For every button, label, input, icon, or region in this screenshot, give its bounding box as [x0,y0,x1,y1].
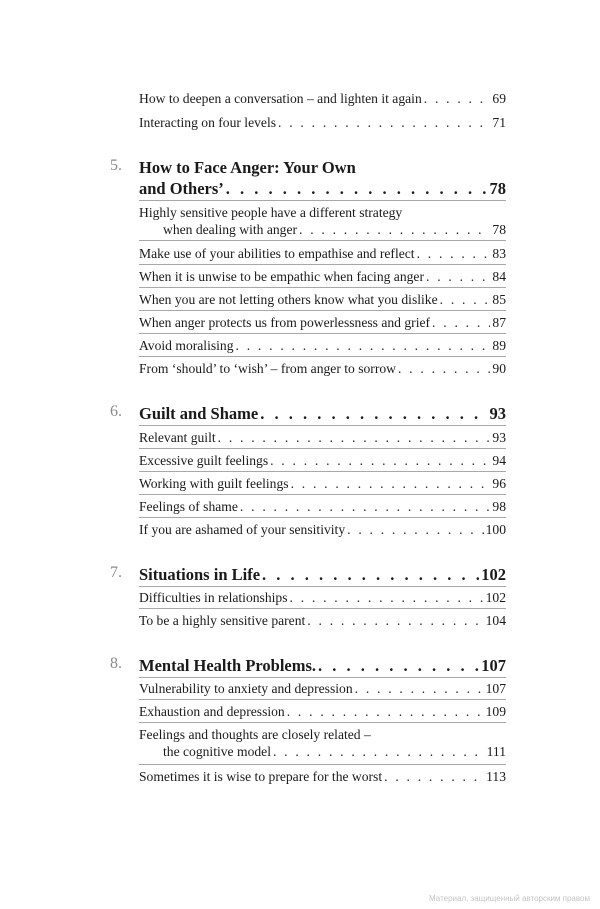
divider [139,240,506,241]
dot-leader [417,245,491,262]
dot-leader [240,498,490,515]
entry-title: Interacting on four levels [139,115,277,130]
toc-entry[interactable] [139,204,506,238]
dot-leader [218,429,491,446]
dot-leader [287,703,484,720]
entry-title: Relevant guilt [139,430,216,445]
entry-title: From ‘should’ to ‘wish’ – from anger to sorrow [139,361,396,376]
divider [139,722,506,723]
toc-entry[interactable] [139,314,506,331]
entry-title: Avoid moralising [139,338,234,353]
entry-title-cont: the cognitive model [163,744,271,759]
toc-entry[interactable] [139,337,506,354]
entry-page: 90 [492,361,506,376]
dot-leader [299,221,490,238]
dot-leader [424,90,491,107]
entry-page: 89 [492,338,506,353]
divider [139,764,506,765]
entry-page: 104 [485,613,506,628]
chapter-title: Mental Health Problems. [139,656,317,675]
divider [139,264,506,265]
divider [139,310,506,311]
entry-page: 71 [492,115,506,130]
toc-entry[interactable] [139,475,506,492]
dot-leader [318,655,479,676]
toc-entry[interactable] [139,612,506,629]
entry-page: 69 [492,91,506,106]
dot-leader [384,768,484,785]
toc-entry[interactable] [139,521,506,538]
divider [139,356,506,357]
chapter-heading[interactable] [110,157,506,199]
toc-entry[interactable] [139,245,506,262]
entry-page: 111 [486,744,506,759]
entry-page: 100 [485,522,506,537]
toc-entry[interactable] [139,291,506,308]
entry-page: 93 [492,430,506,445]
entry-page: 94 [492,453,506,468]
entry-title: Feelings of shame [139,499,238,514]
toc-entry[interactable] [139,429,506,446]
toc-entry[interactable] [139,768,506,785]
toc-entry[interactable] [139,452,506,469]
entry-title: When it is unwise to be empathic when facing anger [139,269,424,284]
chapter-number: 6. [110,403,122,420]
dot-leader [260,403,487,424]
divider [139,494,506,495]
toc-entry[interactable] [139,726,506,760]
chapter-number: 8. [110,655,122,672]
entry-page: 102 [485,590,506,605]
entry-title-cont: when dealing with anger [163,222,298,237]
dot-leader [398,360,490,377]
chapter-heading[interactable] [110,564,506,585]
dot-leader [426,268,490,285]
entry-title: Difficulties in relationships [139,590,288,605]
entry-page: 113 [486,769,506,784]
dot-leader [278,114,490,131]
entry-page: 98 [492,499,506,514]
divider [139,287,506,288]
chapter-title-cont: and Others’ [139,179,224,198]
toc-entry[interactable] [139,680,506,697]
dot-leader [440,291,491,308]
chapter-heading[interactable] [110,403,506,424]
divider [139,586,506,587]
entry-title: How to deepen a conversation – and lighten it again [139,91,422,106]
entry-page: 78 [492,222,506,237]
entry-page: 109 [485,704,506,719]
entry-title: When anger protects us from powerlessness and grief [139,315,431,330]
dot-leader [236,337,491,354]
toc-entry[interactable] [139,498,506,515]
entry-title: To be a highly sensitive parent [139,613,306,628]
entry-title: If you are ashamed of your sensitivity [139,522,346,537]
dot-leader [273,743,485,760]
chapter-page: 93 [489,404,506,423]
entry-title: Vulnerability to anxiety and depression [139,681,353,696]
divider [139,471,506,472]
entry-page: 83 [492,246,506,261]
divider [139,425,506,426]
chapter-heading[interactable] [110,655,506,676]
entry-page: 107 [485,681,506,696]
entry-title: Sometimes it is wise to prepare for the worst [139,769,383,784]
dot-leader [432,314,490,331]
entry-title: Exhaustion and depression [139,704,285,719]
entry-title: Make use of your abilities to empathise and reflect [139,246,415,261]
chapter-title: Guilt and Shame [139,404,259,423]
divider [139,200,506,201]
chapter-title: Situations in Life [139,565,261,584]
toc-entry[interactable] [139,703,506,720]
divider [139,608,506,609]
entry-page: 87 [492,315,506,330]
toc-entry[interactable] [139,268,506,285]
entry-title: Feelings and thoughts are closely related – [139,727,371,742]
watermark: Материал, защищенный авторским правом [429,894,590,903]
chapter-page: 78 [489,179,506,198]
dot-leader [291,475,491,492]
dot-leader [355,680,484,697]
divider [139,677,506,678]
divider [139,699,506,700]
entry-title: When you are not letting others know what you dislike [139,292,438,307]
dot-leader [270,452,490,469]
dot-leader [290,589,484,606]
divider [139,333,506,334]
dot-leader [347,521,483,538]
dot-leader [226,178,488,199]
toc-entry[interactable] [139,114,506,131]
chapter-number: 7. [110,564,122,581]
dot-leader [262,564,479,585]
entry-title: Excessive guilt feelings [139,453,269,468]
chapter-number: 5. [110,157,122,174]
entry-page: 85 [492,292,506,307]
toc-entry[interactable] [139,90,506,107]
chapter-page: 107 [481,656,506,675]
divider [139,448,506,449]
chapter-page: 102 [481,565,506,584]
entry-page: 96 [492,476,506,491]
entry-title: Working with guilt feelings [139,476,289,491]
toc-entry[interactable] [139,360,506,377]
chapter-title: How to Face Anger: Your Own [139,158,356,177]
entry-title: Highly sensitive people have a different strategy [139,205,403,220]
toc-entry[interactable] [139,589,506,606]
entry-page: 84 [492,269,506,284]
dot-leader [307,612,483,629]
divider [139,517,506,518]
